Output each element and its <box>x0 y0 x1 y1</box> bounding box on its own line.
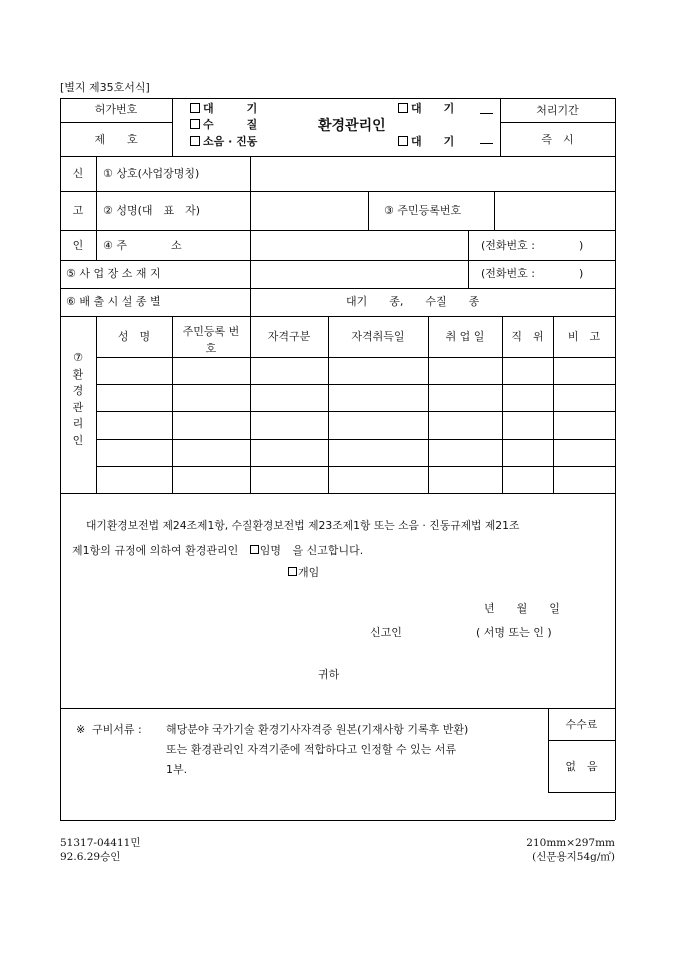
documents-line-2: 또는 환경관리인 자격기준에 적합하다고 인정할 수 있는 서류 <box>166 743 457 756</box>
table-row[interactable] <box>97 412 614 438</box>
checkbox-icon <box>190 103 200 113</box>
footer-paper: (신문용지54g/㎡) <box>532 851 615 863</box>
side-label-go: 고 <box>72 204 84 217</box>
declaration-line-1: 대기환경보전법 제24조제1항, 수질환경보전법 제23조제1항 또는 소음 · 진동규제법 제21조 <box>86 519 520 532</box>
col-header-position: 직 위 <box>511 330 544 343</box>
bracket-line <box>480 113 493 114</box>
manager-side-label: ⑦ 환 경 관 리 인 <box>72 351 84 447</box>
checkbox-icon <box>398 136 408 146</box>
footer-code: 51317-04411민 <box>60 837 141 849</box>
facility-type-value[interactable]: 대기 종, 수질 종 <box>346 295 480 308</box>
documents-line-3: 1부. <box>166 763 188 776</box>
form-label: [별지 제35호서식] <box>60 81 150 94</box>
option-right-air-1[interactable]: 대 기 <box>398 103 454 114</box>
option-dismiss[interactable]: 개임 <box>288 567 319 578</box>
col-header-resident-number: 주민등록 번 호 <box>182 325 251 355</box>
checkbox-icon <box>250 545 259 554</box>
business-name-label: ① 상호(사업장명칭) <box>103 167 200 180</box>
table-row[interactable] <box>97 385 614 410</box>
signature-label: ( 서명 또는 인 ) <box>476 626 552 639</box>
side-label-sin: 신 <box>72 167 84 180</box>
applicant-phone-label: (전화번호 : ) <box>481 239 584 252</box>
col-header-remarks: 비 고 <box>567 330 601 343</box>
representative-field[interactable] <box>251 192 367 229</box>
documents-label: 구비서류 : <box>92 723 142 736</box>
site-address-field[interactable] <box>251 261 467 287</box>
processing-period-label: 처리기간 <box>536 104 579 117</box>
form-title: 환경관리인 <box>318 118 386 134</box>
representative-label: ② 성명(대 표 자) <box>103 204 201 217</box>
checkbox-icon <box>288 567 297 576</box>
footer-approval: 92.6.29승인 <box>60 851 121 863</box>
permit-number-label: 허가번호 <box>94 103 138 116</box>
col-header-employment-date: 취 업 일 <box>445 330 485 343</box>
table-row[interactable] <box>97 440 614 465</box>
footer-size: 210mm×297mm <box>526 837 615 849</box>
address-label: ④ 주 소 <box>103 239 182 252</box>
declaration-line-2: 제1항의 규정에 의하여 환경관리인 임명 을 신고합니다. <box>72 544 364 557</box>
address-field[interactable] <box>251 231 467 259</box>
option-air[interactable]: 대 기 <box>190 103 257 114</box>
facility-type-label: ⑥ 배 출 시 설 종 별 <box>66 295 161 308</box>
option-noise-vibration[interactable]: 소음 · 진동 <box>190 136 257 147</box>
table-row[interactable] <box>97 358 614 383</box>
checkbox-icon <box>190 136 200 146</box>
bracket-line <box>480 143 493 144</box>
fee-label: 수수료 <box>565 718 598 731</box>
business-name-field[interactable] <box>251 157 614 190</box>
option-appoint[interactable]: 임명 <box>250 544 281 557</box>
fee-value: 없 음 <box>565 760 598 773</box>
declarant-label: 신고인 <box>370 626 402 639</box>
date-label: 년 월 일 <box>484 602 560 615</box>
site-address-label: ⑤ 사 업 장 소 재 지 <box>66 267 161 280</box>
resident-number-label: ③ 주민등록번호 <box>384 204 462 217</box>
col-header-acquisition-date: 자격취득일 <box>351 330 405 343</box>
permit-number-value: 제 호 <box>94 133 138 146</box>
option-water[interactable]: 수 질 <box>190 119 257 130</box>
checkbox-icon <box>398 103 408 113</box>
col-header-name: 성 명 <box>117 330 151 343</box>
resident-number-field[interactable] <box>495 192 614 229</box>
documents-line-1: 해당분야 국가기술 환경기사자격증 원본(기재사항 기록후 반환) <box>166 723 469 736</box>
note-mark: ※ <box>76 723 86 736</box>
option-right-air-2[interactable]: 대 기 <box>398 136 454 147</box>
site-phone-label: (전화번호 : ) <box>481 267 584 280</box>
recipient-label: 귀하 <box>318 668 340 681</box>
side-label-in: 인 <box>72 239 84 252</box>
table-row[interactable] <box>97 467 614 492</box>
col-header-qualification-type: 자격구분 <box>267 330 311 343</box>
processing-period-value: 즉 시 <box>541 133 574 146</box>
checkbox-icon <box>190 119 200 129</box>
